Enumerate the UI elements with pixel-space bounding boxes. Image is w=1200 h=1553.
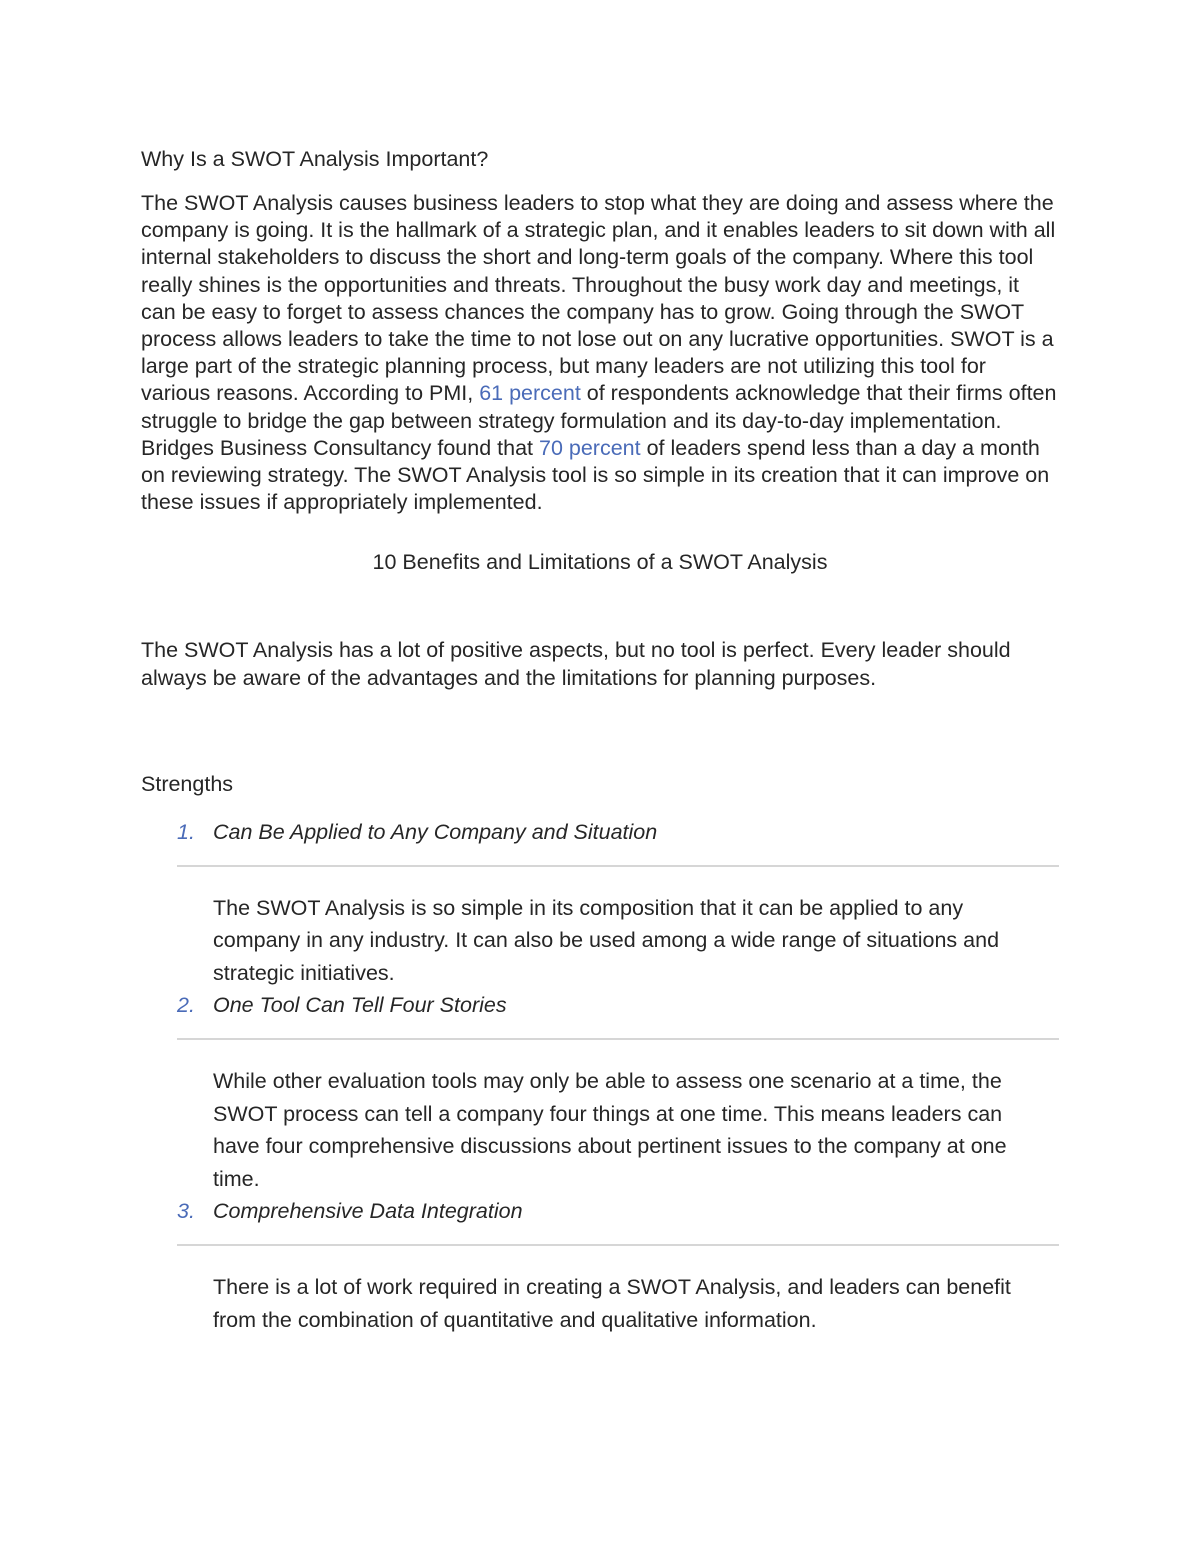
benefits-intro-paragraph: The SWOT Analysis has a lot of positive aspects, but no tool is perfect. Every leader should always be aware of the advantages and the limitations for planning purposes. [141, 638, 1011, 690]
divider [177, 865, 1059, 867]
list-item-body: The SWOT Analysis is so simple in its composition that it can be applied to any company in any industry. It can also be used among a wide range of situations and strategic initiatives. [213, 895, 1000, 985]
link-70-percent[interactable]: 70 percent [538, 435, 641, 460]
section-heading-why-swot: Why Is a SWOT Analysis Important? [141, 147, 489, 171]
list-item-title: One Tool Can Tell Four Stories [213, 993, 507, 1018]
why-swot-paragraph [141, 190, 1059, 516]
list-item-title: Can Be Applied to Any Company and Situation [213, 819, 658, 844]
paragraph-text-part1: The SWOT Analysis causes business leaders to stop what they are doing and assess where the company is going. It is the hallmark of a strategic plan, and it enables leaders to sit down with all internal stakeholders to discuss the short and long-term goals of the company. Where this tool really shines is the opportunities and threats. Throughout the busy work day and meetings, it can be easy to forget to assess chances the company has to grow. Going through the SWOT process allows leaders to take the time to not lose out on any lucrative opportunities. SWOT is a large part of the strategic planning process, but many leaders are not utilizing this tool for various reasons. According to PMI, [141, 191, 1056, 406]
paragraph-text-part2: of respondents acknowledge that their firms often struggle to bridge the gap between strategy formulation and its day-to-day implementation. Bridges Business Consultancy found that [141, 381, 1057, 460]
list-item-title-row [177, 991, 1059, 1019]
link-61-percent[interactable]: 61 percent [479, 381, 581, 406]
list-item-title: Comprehensive Data Integration [213, 1199, 523, 1224]
list-item-number: 3. [177, 1199, 195, 1224]
list-item-title-row [177, 818, 1059, 846]
list-item-number: 2. [177, 993, 195, 1018]
strengths-label: Strengths [141, 771, 234, 796]
list-item [177, 818, 1059, 990]
list-item-number: 1. [177, 819, 195, 844]
list-item-title-row [177, 1197, 1059, 1225]
list-item [177, 1197, 1059, 1336]
benefits-limitations-title: 10 Benefits and Limitations of a SWOT Analysis [372, 550, 828, 575]
divider [177, 1038, 1059, 1040]
paragraph-text-part3: of leaders spend less than a day a month on reviewing strategy. The SWOT Analysis tool is so simple in its creation that it can improve on these issues if appropriately implemented. [141, 435, 1050, 515]
list-item [177, 991, 1059, 1195]
list-item-body: While other evaluation tools may only be able to assess one scenario at a time, the SWOT process can tell a company four things at one time. This means leaders can have four comprehensive discussions about pertinent issues to the company at one time. [213, 1069, 1007, 1191]
document-page [141, 145, 1059, 1336]
divider [177, 1244, 1059, 1246]
list-item-body: There is a lot of work required in creating a SWOT Analysis, and leaders can benefit from the combination of quantitative and qualitative information. [213, 1275, 1011, 1332]
